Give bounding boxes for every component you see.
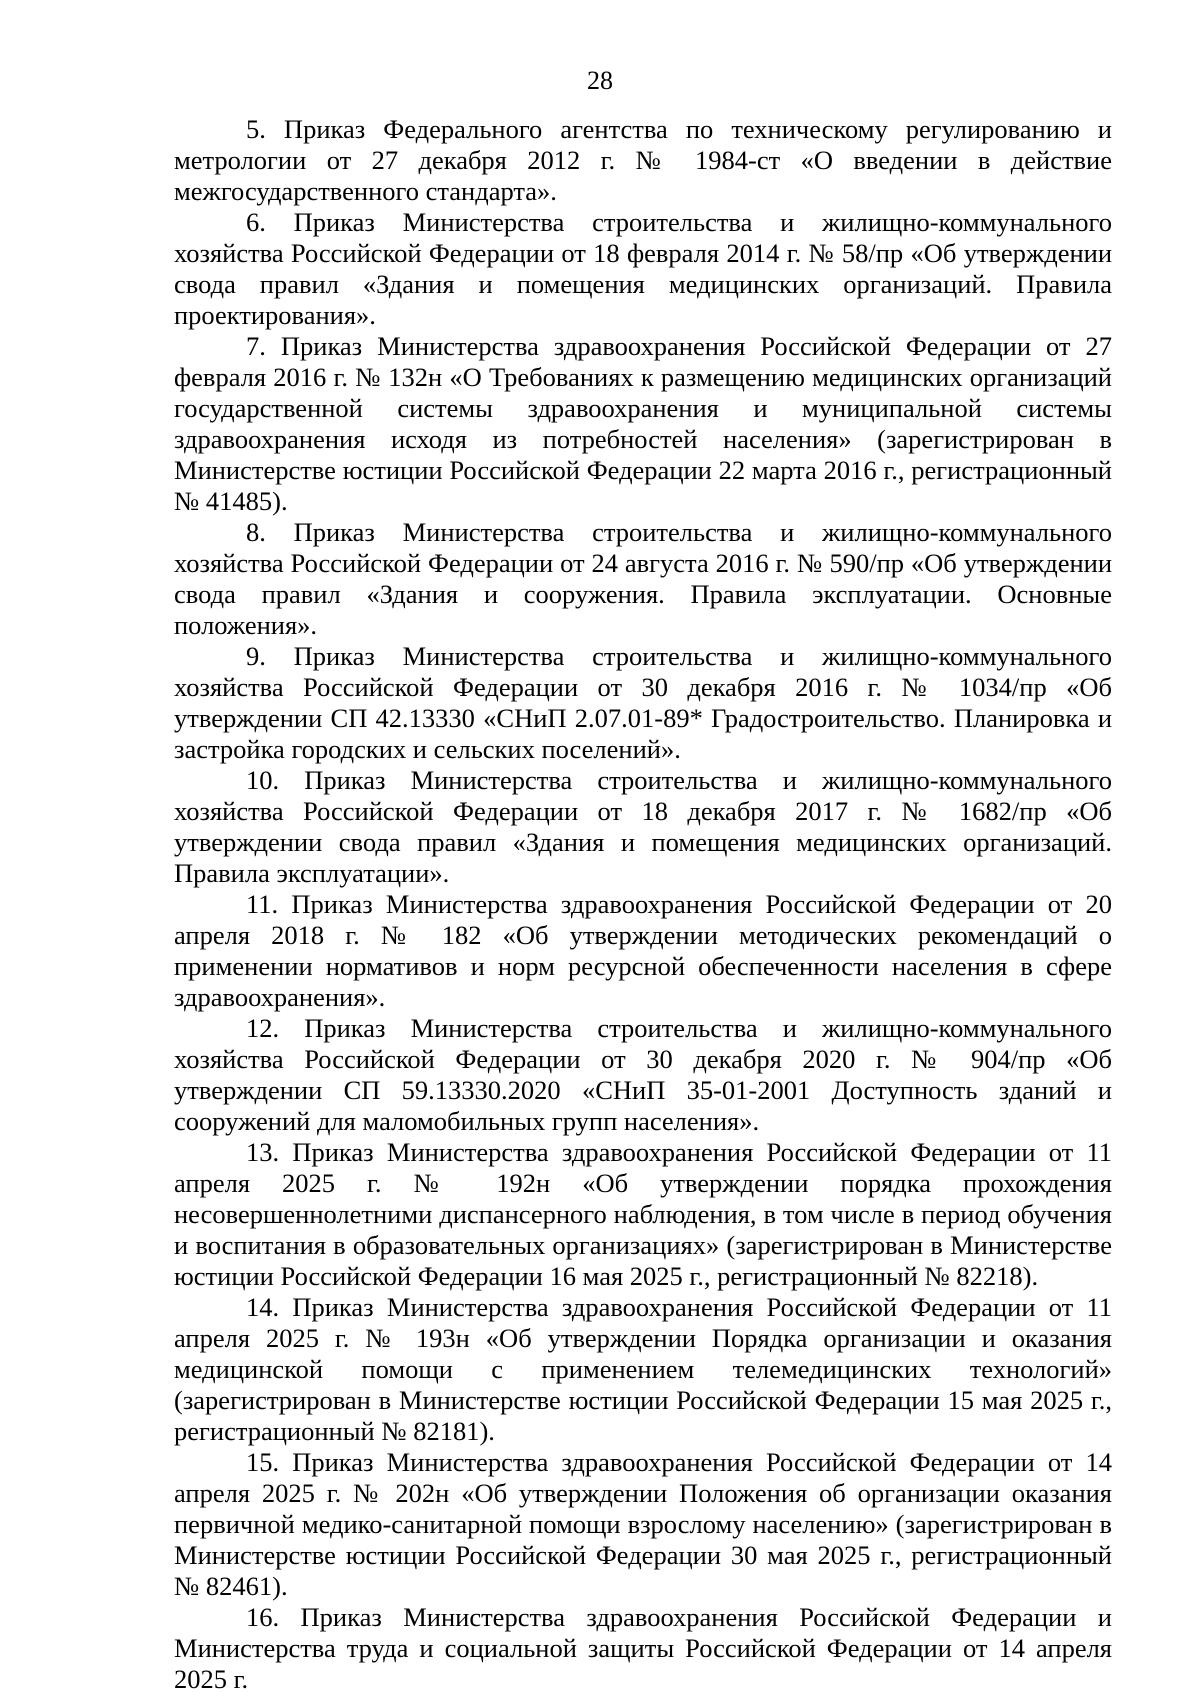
- document-body: [174, 114, 1112, 1695]
- list-item-13: 13. Приказ Министерства здравоохранения Российской Федерации от 11 апреля 2025 г. № 192н «Об утверждении порядка прохождения несовершеннолетними диспансерного наблюдения, в том числе в период обучения и воспитания в образовательных организациях» (зарегистрирован в Министерстве юстиции Российской Федерации 16 мая 2025 г., регистрационный № 82218).: [174, 1137, 1112, 1291]
- list-item-10: 10. Приказ Министерства строительства и жилищно-коммунального хозяйства Российской Федерации от 18 декабря 2017 г. № 1682/пр «Об утверждении свода правил «Здания и помещения медицинских организаций. Правила эксплуатации».: [174, 765, 1112, 888]
- list-item-8: 8. Приказ Министерства строительства и жилищно-коммунального хозяйства Российской Федерации от 24 августа 2016 г. № 590/пр «Об утверждении свода правил «Здания и сооружения. Правила эксплуатации. Основные положения».: [174, 517, 1112, 640]
- list-item-16: 16. Приказ Министерства здравоохранения Российской Федерации и Министерства труда и социальной защиты Российской Федерации от 14 апреля 2025 г.: [174, 1602, 1112, 1694]
- list-item-9: 9. Приказ Министерства строительства и жилищно-коммунального хозяйства Российской Федерации от 30 декабря 2016 г. № 1034/пр «Об утверждении СП 42.13330 «СНиП 2.07.01-89* Градостроительство. Планировка и застройка городских и сельских поселений».: [174, 641, 1112, 764]
- list-item-5: 5. Приказ Федерального агентства по техническому регулированию и метрологии от 27 декабря 2012 г. № 1984-ст «О введении в действие межгосударственного стандарта».: [174, 114, 1112, 206]
- list-item-14: 14. Приказ Министерства здравоохранения Российской Федерации от 11 апреля 2025 г. № 193н «Об утверждении Порядка организации и оказания медицинской помощи с применением телемедицинских технологий» (зарегистрирован в Министерстве юстиции Российской Федерации 15 мая 2025 г., регистрационный № 82181).: [174, 1292, 1112, 1446]
- list-item-6: 6. Приказ Министерства строительства и жилищно-коммунального хозяйства Российской Федерации от 18 февраля 2014 г. № 58/пр «Об утверждении свода правил «Здания и помещения медицинских организаций. Правила проектирования».: [174, 207, 1112, 330]
- list-item-11: 11. Приказ Министерства здравоохранения Российской Федерации от 20 апреля 2018 г. № 182 «Об утверждении методических рекомендаций о применении нормативов и норм ресурсной обеспеченности населения в сфере здравоохранения».: [174, 889, 1112, 1012]
- list-item-7: 7. Приказ Министерства здравоохранения Российской Федерации от 27 февраля 2016 г. № 132н «О Требованиях к размещению медицинских организаций государственной системы здравоохранения и муниципальной системы здравоохранения исходя из потребностей населения» (зарегистрирован в Министерстве юстиции Российской Федерации 22 марта 2016 г., регистрационный № 41485).: [174, 331, 1112, 516]
- page-number: 28: [587, 66, 613, 95]
- list-item-12: 12. Приказ Министерства строительства и жилищно-коммунального хозяйства Российской Федерации от 30 декабря 2020 г. № 904/пр «Об утверждении СП 59.13330.2020 «СНиП 35-01-2001 Доступность зданий и сооружений для маломобильных групп населения».: [174, 1013, 1112, 1136]
- list-item-15: 15. Приказ Министерства здравоохранения Российской Федерации от 14 апреля 2025 г. № 202н «Об утверждении Положения об организации оказания первичной медико-санитарной помощи взрослому населению» (зарегистрирован в Министерстве юстиции Российской Федерации 30 мая 2025 г., регистрационный № 82461).: [174, 1447, 1112, 1601]
